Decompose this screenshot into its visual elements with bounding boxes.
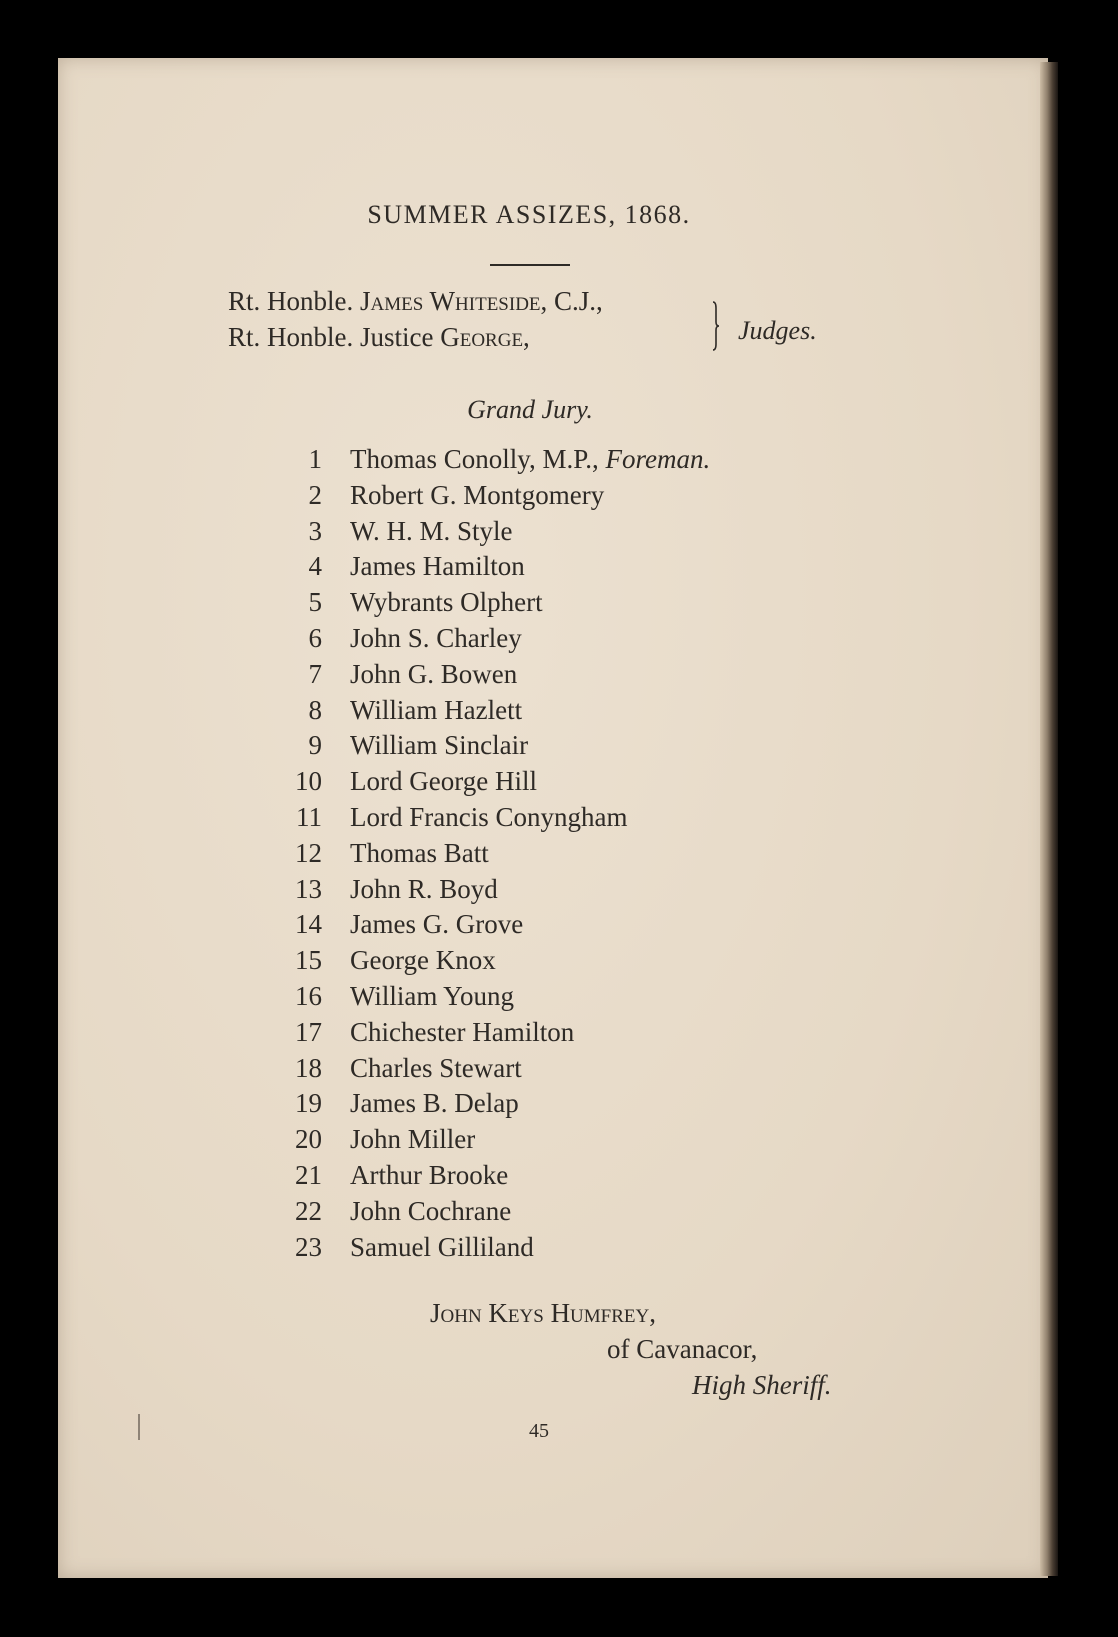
juror-number: 4 — [308, 551, 322, 582]
juror-row — [280, 1086, 710, 1122]
juror-name: Samuel Gilliland — [350, 1231, 534, 1262]
juror-row — [280, 442, 710, 478]
juror-number: 13 — [295, 873, 322, 904]
judge-1-prefix: Rt. Honble. — [228, 286, 354, 316]
juror-number: 17 — [295, 1016, 322, 1047]
juror-number: 11 — [296, 801, 322, 832]
judge-2-name: George, — [440, 322, 530, 352]
juror-number: 23 — [295, 1231, 322, 1262]
juror-row — [280, 1194, 710, 1230]
juror-row — [280, 764, 710, 800]
juror-number: 6 — [308, 622, 322, 653]
grand-jury-title: Grand Jury. — [467, 395, 593, 424]
juror-name: John G. Bowen — [350, 658, 518, 689]
judge-1-suffix: C.J., — [554, 286, 603, 316]
juror-name: Arthur Brooke — [350, 1159, 509, 1190]
juror-row — [280, 872, 710, 908]
judge-line-2 — [228, 322, 530, 353]
juror-row — [280, 1230, 710, 1266]
juror-row — [280, 693, 710, 729]
juror-row — [280, 1158, 710, 1194]
judges-label: Judges. — [738, 316, 817, 345]
juror-name: John R. Boyd — [350, 873, 498, 904]
juror-row — [280, 478, 710, 514]
juror-number: 10 — [295, 766, 322, 797]
juror-number: 14 — [295, 909, 322, 940]
juror-number: 19 — [295, 1088, 322, 1119]
juror-number: 20 — [295, 1124, 322, 1155]
juror-number: 21 — [295, 1159, 322, 1190]
juror-name: John Cochrane — [350, 1195, 512, 1226]
juror-name: Thomas Batt — [350, 837, 489, 868]
judges-brace — [712, 300, 720, 352]
grand-jury-list — [280, 442, 710, 1265]
juror-name: Robert G. Montgomery — [350, 479, 605, 510]
juror-row — [280, 621, 710, 657]
juror-number: 8 — [308, 694, 322, 725]
juror-name: William Hazlett — [350, 694, 523, 725]
juror-row — [280, 1051, 710, 1087]
juror-row — [280, 1122, 710, 1158]
sheriff-title: High Sheriff. — [692, 1370, 832, 1400]
juror-name: John Miller — [350, 1124, 476, 1155]
juror-number: 18 — [295, 1052, 322, 1083]
margin-mark — [138, 1414, 140, 1440]
juror-number: 5 — [308, 587, 322, 618]
juror-row — [280, 549, 710, 585]
juror-name: James B. Delap — [350, 1088, 519, 1119]
juror-row — [280, 836, 710, 872]
juror-row — [280, 800, 710, 836]
juror-name: Lord Francis Conyngham — [350, 801, 628, 832]
juror-name: William Young — [350, 980, 514, 1011]
juror-number: 9 — [308, 730, 322, 761]
juror-row — [280, 514, 710, 550]
juror-number: 22 — [295, 1195, 322, 1226]
juror-name: W. H. M. Style — [350, 515, 513, 546]
juror-row — [280, 979, 710, 1015]
juror-number: 15 — [295, 945, 322, 976]
heading-rule — [490, 264, 570, 266]
juror-number: 3 — [308, 515, 322, 546]
juror-number: 1 — [308, 444, 322, 474]
juror-name: Wybrants Olphert — [350, 587, 543, 618]
page-heading: SUMMER ASSIZES, 1868. — [367, 200, 691, 229]
juror-name: Thomas Conolly, M.P., — [350, 444, 599, 474]
juror-name: James G. Grove — [350, 909, 524, 940]
judge-line-1 — [228, 286, 603, 317]
judge-1-name: James Whiteside, — [360, 286, 548, 316]
juror-name: James Hamilton — [350, 551, 525, 582]
juror-row — [280, 907, 710, 943]
juror-name: George Knox — [350, 945, 496, 976]
juror-row — [280, 943, 710, 979]
juror-number: 2 — [308, 479, 322, 510]
juror-name: William Sinclair — [350, 730, 529, 761]
judge-2-prefix: Rt. Honble. Justice — [228, 322, 434, 352]
juror-number: 7 — [308, 658, 322, 689]
foreman-label: Foreman. — [605, 444, 711, 474]
juror-row — [280, 728, 710, 764]
juror-number: 12 — [295, 837, 322, 868]
juror-row — [280, 1015, 710, 1051]
juror-name: Lord George Hill — [350, 766, 537, 797]
juror-row — [280, 657, 710, 693]
juror-row — [280, 585, 710, 621]
sheriff-place: of Cavanacor, — [607, 1334, 758, 1364]
page-number: 45 — [529, 1420, 549, 1442]
juror-name: John S. Charley — [350, 622, 522, 653]
juror-name: Chichester Hamilton — [350, 1016, 575, 1047]
juror-name: Charles Stewart — [350, 1052, 522, 1083]
juror-number: 16 — [295, 980, 322, 1011]
sheriff-name: John Keys Humfrey, — [430, 1298, 656, 1328]
page-edge — [1040, 62, 1058, 1576]
